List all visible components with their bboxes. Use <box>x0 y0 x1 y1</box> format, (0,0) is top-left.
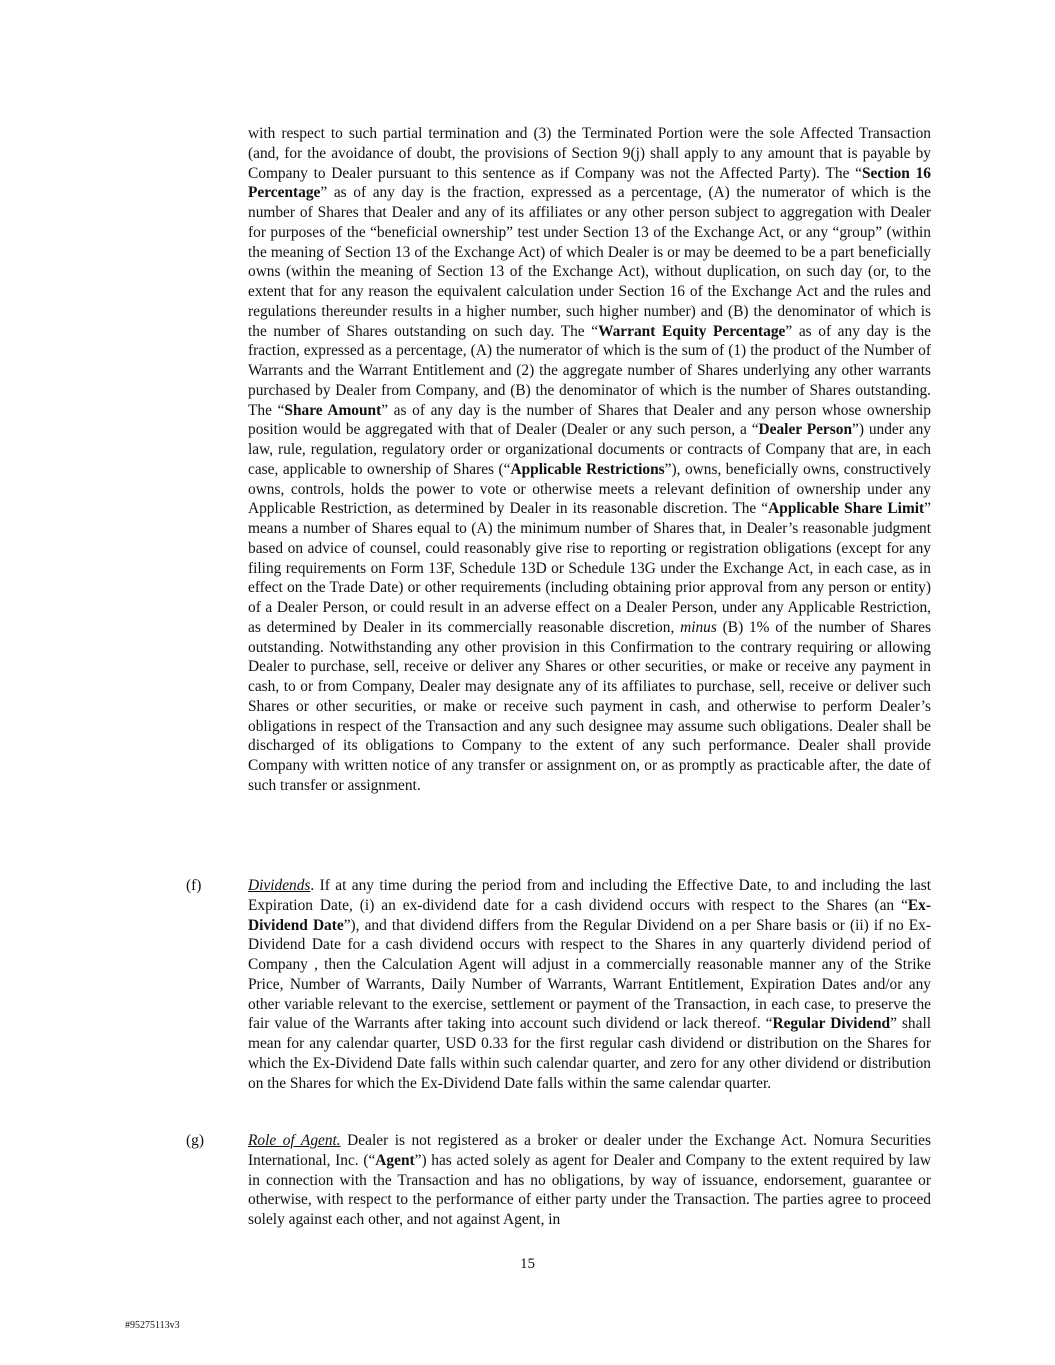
defined-term: Agent <box>375 1151 415 1169</box>
section-f-heading: Dividends <box>248 877 311 894</box>
text-run: ”) has acted solely as agent for Dealer and Company to the extent required by law in connection with the Transaction and has no obligations, by way of issuance, endorsement, guarantee or otherwise, with respect to the performance of either party under the Transaction. The parties agree to proceed solely against each other, and not against Agent, in <box>248 1151 931 1228</box>
text-run: with respect to such partial termination and (3) the Terminated Portion were the sole Affected Transaction (and, for the avoidance of doubt, the provisions of Section 9(j) shall apply to any amount that is payable by Company to Dealer pursuant to this sentence as if Company was not the Affected Party). The “ <box>248 125 931 182</box>
defined-term: Applicable Share Limit <box>768 500 925 518</box>
defined-term: Warrant Equity Percentage <box>598 322 786 340</box>
text-run: (B) 1% of the number of Shares outstanding. Notwithstanding any other provision in this Confirmation to the contrary requiring or allowing Dealer to purchase, sell, receive or deliver any Shares or other securities, or make or receive any payment in cash, to or from Company, Dealer may designate any of its affiliates to purchase, sell, receive or deliver such Shares or other securities, or make or receive such payment in cash, and otherwise to perform Dealer’s obligations in respect of the Transaction and any such designee may assume such obligations. Dealer shall be discharged of its obligations to Company to the extent of any such performance. Dealer shall provide Company with written notice of any transfer or assignment on, or as promptly as practicable after, the date of such transfer or assignment. <box>248 618 931 794</box>
section-f-paragraph <box>248 876 931 1093</box>
text-run: . If at any time during the period from and including the Effective Date, to and including the last Expiration Date, (i) an ex-dividend date for a cash dividend occurs with respect to the Shares (an “ <box>248 877 931 914</box>
emphasis-text: minus <box>680 618 717 636</box>
section-g-paragraph <box>248 1131 931 1230</box>
section-g-heading: Role of Agent. <box>248 1132 341 1149</box>
page-number: 15 <box>520 1256 535 1272</box>
text-run: ”) under any law, rule, regulation, regulatory order or organizational documents or contracts of Company that are, in each case, applicable to ownership of Shares (“ <box>248 421 931 478</box>
text-run: ” as of any day is the fraction, expressed as a percentage, (A) the numerator of which is the number of Shares that Dealer and any of its affiliates or any other person subject to aggregation with Dealer for purposes of the “beneficial ownership” test under Section 13 of the Exchange Act, or any “group” (within the meaning of Section 13 of the Exchange Act) of which Dealer is or may be deemed to be a part beneficially owns (within the meaning of Section 13 of the Exchange Act), without duplication, on such day (or, to the extent that for any reason the equivalent calculation under Section 16 of the Exchange Act and the rules and regulations thereunder results in a higher number, such higher number) and (B) the denominator of which is the number of Shares outstanding on such day. The “ <box>248 184 931 340</box>
defined-term: Section 16 Percentage <box>248 164 931 202</box>
section-g-body <box>248 1132 931 1228</box>
defined-term: Dealer Person <box>758 421 853 439</box>
document-id: #95275113v3 <box>125 1320 180 1331</box>
continuation-paragraph <box>248 124 931 796</box>
section-f-body <box>248 877 931 1092</box>
section-f-label: (f) <box>186 877 202 894</box>
defined-term: Regular Dividend <box>772 1015 891 1033</box>
defined-term: Ex-Dividend Date <box>248 896 931 934</box>
text-run: ”), owns, beneficially owns, constructively owns, controls, holds the power to vote or otherwise meets a relevant definition of ownership under any Applicable Restriction, as determined by Dealer in its reasonable discretion. The “ <box>248 460 931 518</box>
text-run: ” as of any day is the number of Shares that Dealer and any person whose ownership position would be aggregated with that of Dealer (Dealer or any such person, a “ <box>248 401 931 439</box>
text-run: ” shall mean for any calendar quarter, USD 0.33 for the first regular cash dividend or distribution on the Shares for which the Ex-Dividend Date falls within such calendar quarter, and zero for any other dividend or distribution on the Shares for which the Ex-Dividend Date falls within the same calendar quarter. <box>248 1015 931 1092</box>
text-run: ” means a number of Shares equal to (A) the minimum number of Shares that, in Dealer’s reasonable judgment based on advice of counsel, could reasonably give rise to reporting or registration obligations (except for any filing requirements on Form 13F, Schedule 13D or Schedule 13G under the Exchange Act, in each case, as in effect on the Trade Date) or other requirements (including obtaining prior approval from any person or entity) of a Dealer Person, or could result in an adverse effect on a Dealer Person, under any Applicable Restriction, as determined by Dealer in its commercially reasonable discretion, <box>248 500 932 636</box>
text-run: ” as of any day is the fraction, expressed as a percentage, (A) the numerator of which is the sum of (1) the product of the Number of Warrants and the Warrant Entitlement and (2) the aggregate number of Shares underlying any other warrants purchased by Dealer from Company, and (B) the denominator of which is the number of Shares outstanding. The “ <box>248 322 931 419</box>
defined-term: Applicable Restrictions <box>510 460 665 478</box>
section-g-label: (g) <box>186 1132 204 1149</box>
defined-term: Share Amount <box>284 401 382 419</box>
text-run: Dealer is not registered as a broker or dealer under the Exchange Act. Nomura Securities International, Inc. (“ <box>248 1132 931 1169</box>
text-run: ”), and that dividend differs from the Regular Dividend on a per Share basis or (ii) if no Ex-Dividend Date for a cash dividend occurs with respect to the Shares in any quarterly dividend period of Company , then the Calculation Agent will adjust in a commercially reasonable manner any of the Strike Price, Number of Warrants, Daily Number of Warrants, Warrant Entitlement, Expiration Dates and/or any other variable relevant to the exercise, settlement or payment of the Transaction, in each case, to preserve the fair value of the Warrants after taking into account such dividend or lack thereof. “ <box>248 916 931 1033</box>
